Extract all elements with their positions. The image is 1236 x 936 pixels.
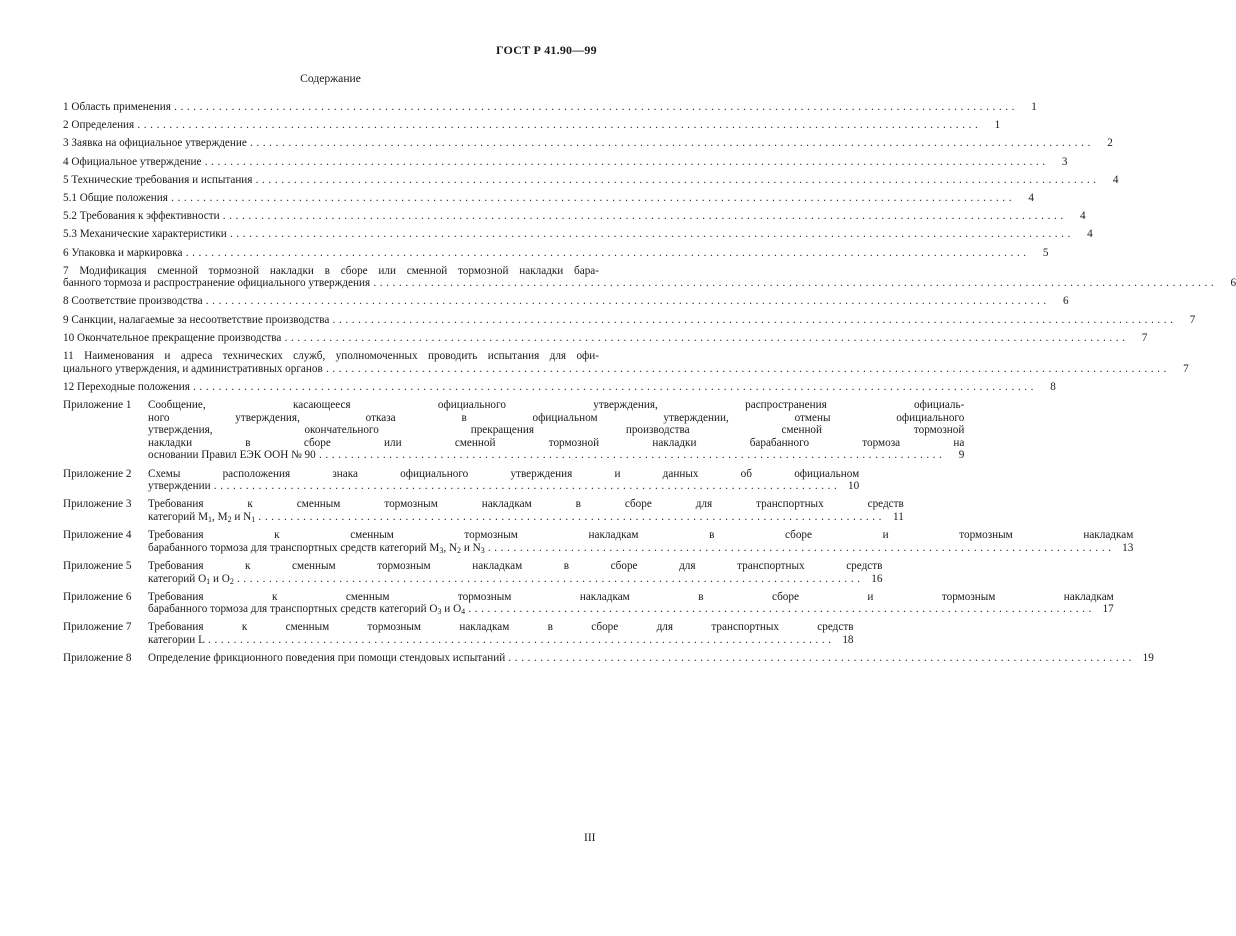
page-number: 7 [1141,331,1148,344]
page-number: 7 [1183,362,1189,375]
annex-label: Приложение 3 [63,498,132,511]
page-number: 17 [1102,603,1114,616]
toc-entry[interactable]: 6 Упаковка и маркировка . . . 5 [63,247,599,260]
page-number: 19 [1142,652,1154,665]
annex-label: Приложение 6 [63,590,132,603]
annex-entry[interactable]: Приложение 2 Схемы расположения знака официального утверждения и данных об официальном утверждении . . . 10 [63,468,599,493]
toc-entry[interactable]: 5.2 Требования к эффективности . . . 4 [63,210,599,223]
annex-label: Приложение 2 [63,467,132,480]
toc-entry[interactable]: 7 Модификация сменной тормозной накладки в сборе или сменной тормозной накладки бара- банного тормоза и распространение официального утверждения . . . 6 [63,265,599,290]
page-number: 11 [893,510,904,523]
toc-entry[interactable]: 4 Официальное утверждение . . . 3 [63,156,599,169]
annex-entry[interactable]: Приложение 4 Требования к сменным тормозным накладкам в сборе и тормозным накладкам барабанного тормоза для транспортных средств категорий $M_3$, $N_2$ и $N_3$ . . . 13 [63,529,599,554]
standard-number: ГОСТ Р 41.90—99 [496,43,597,57]
page-number: 6 [1230,277,1236,290]
annex-label: Приложение 8 [63,652,132,665]
page-number: 16 [871,572,883,585]
annex-label: Приложение 4 [63,529,132,542]
annex-label: Приложение 1 [63,399,132,411]
page-number: 8 [1050,380,1056,393]
toc-entry[interactable]: 11 Наименования и адреса технических служб, уполномоченных проводить испытания для офи- циального утверждения, и административных органов . . . 7 [63,350,599,375]
page-number: 9 [958,449,965,462]
page-number: 5 [1042,246,1049,259]
page-number: 13 [1122,541,1134,554]
toc-entry[interactable]: 5 Технические требования и испытания . . . 4 [63,174,599,187]
annex-entry[interactable]: Приложение 7 Требования к сменным тормозным накладкам в сборе для транспортных средств категории L . . . 18 [63,621,599,646]
page-number: 6 [1062,295,1069,308]
annex-entry[interactable]: Приложение 1 Сообщение, касающееся официального утверждения, распространения официаль- ного утверждения, отказа в официальном утверждении, отмены официального утверждения, окончательного прекращения производства сменной тормозной накладки в сборе или сменной тормозной накладки барабанного тормоза на основании Правил ЕЭК ООН № 90 . . . 9 [63,399,599,462]
page-folio: III [584,832,596,844]
page-number: 18 [842,634,854,647]
toc-entry[interactable]: 8 Соответствие производства . . . 6 [63,295,599,308]
toc-entry[interactable]: 2 Определения . . . 1 [63,119,599,132]
page-number: 4 [1028,191,1034,204]
page-number: 4 [1087,228,1093,241]
toc-entry[interactable]: 9 Санкции, налагаемые за несоответствие производства . . . 7 [63,314,599,327]
page-title: Содержание [300,72,361,85]
page-number: 4 [1079,210,1086,223]
annex-entry[interactable]: Приложение 8 Определение фрикционного поведения при помощи стендовых испытаний . . . 19 [63,652,599,665]
page-number: 1 [1031,101,1037,113]
toc-entry[interactable]: 5.1 Общие положения . . . 4 [63,192,599,205]
page-number: 3 [1061,155,1068,168]
toc-entry[interactable]: 1 Область применения . . . 1 [63,101,599,114]
annex-entry[interactable]: Приложение 6 Требования к сменным тормозным накладкам в сборе и тормозным накладкам барабанного тормоза для транспортных средств категорий $O_3$ и $O_4$ . . . 17 [63,591,599,616]
annex-entry[interactable]: Приложение 3 Требования к сменным тормозным накладкам в сборе для транспортных средств категорий $M_1$, $M_2$ и $N_1$ . . . 11 [63,498,599,523]
toc-entry[interactable]: 12 Переходные положения . . . 8 [63,381,599,394]
toc-entry[interactable]: 5.3 Механические характеристики . . . 4 [63,228,599,241]
page-number: 2 [1107,137,1113,150]
page-number: 4 [1112,173,1119,186]
annex-label: Приложение 5 [63,559,132,572]
annex-label: Приложение 7 [63,621,132,634]
page-number: 7 [1189,313,1196,326]
toc-entry[interactable]: 10 Окончательное прекращение производства . . . 7 [63,332,599,345]
annex-entry[interactable]: Приложение 5 Требования к сменным тормозным накладкам в сборе для транспортных средств категорий $O_1$ и $O_2$ . . . 16 [63,560,599,585]
table-of-contents [63,101,1236,670]
toc-entry[interactable]: 3 Заявка на официальное утверждение . . . 2 [63,137,599,150]
page-number: 10 [848,480,860,493]
page-number: 1 [994,119,1001,132]
